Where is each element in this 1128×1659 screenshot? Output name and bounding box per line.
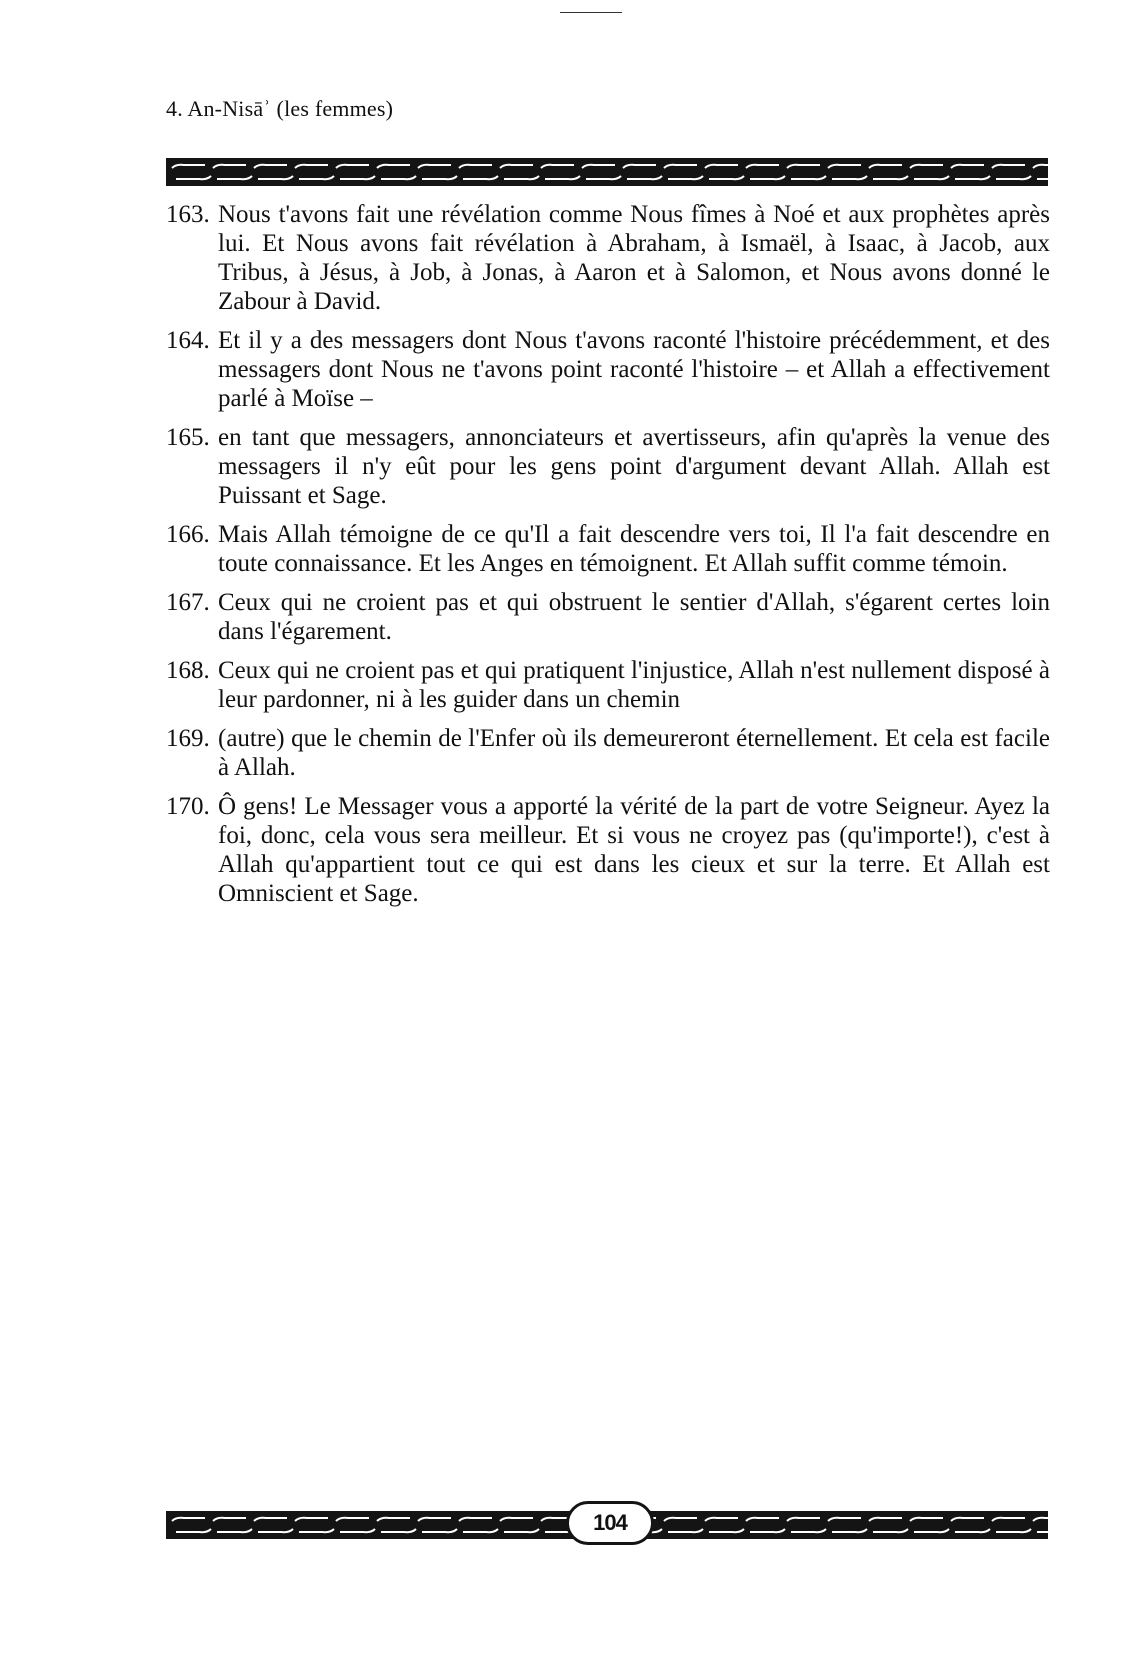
ornament-link: [463, 1529, 498, 1532]
ornament-link: [299, 1529, 334, 1532]
ornament-link: [869, 1518, 902, 1521]
verse-text: Ceux qui ne croient pas et qui obstruent le sentier d'Allah, s'égarent certes loin dans l'égarement.: [218, 589, 1050, 645]
verse-text: Et il y a des messagers dont Nous t'avons raconté l'histoire précédemment, et des messagers dont Nous ne t'avons point raconté l'histoire – et Allah a effectivement parlé à Moïse –: [218, 327, 1050, 412]
ornament-link: [295, 165, 328, 168]
ornament-link: [627, 176, 662, 179]
ornament-link: [258, 1529, 293, 1532]
verse-text: Ceux qui ne croient pas et qui pratiquent l'injustice, Allah n'est nullement disposé à leur pardonner, ni à les guider dans un chemin: [218, 657, 1050, 713]
ornament-link: [951, 1518, 984, 1521]
ornament-link: [336, 1518, 369, 1521]
ornament-link: [1033, 165, 1048, 168]
ornament-link: [873, 1529, 908, 1532]
ornament-link: [996, 176, 1031, 179]
ornament-link: [541, 165, 574, 168]
verse-number: 169.: [166, 725, 210, 752]
ornament-link: [955, 1529, 990, 1532]
ornament-link: [217, 1529, 252, 1532]
ornament-link: [955, 176, 990, 179]
ornament-link: [910, 165, 943, 168]
ornament-link: [709, 1529, 744, 1532]
ornament-link: [746, 165, 779, 168]
ornament-link: [951, 165, 984, 168]
ornament-link: [828, 1518, 861, 1521]
ornament-link: [377, 165, 410, 168]
ornament-link: [299, 176, 334, 179]
ornament-link: [869, 165, 902, 168]
ornament-link: [1033, 1518, 1048, 1521]
ornament-link: [709, 176, 744, 179]
ornament-link: [254, 165, 287, 168]
ornament-link: [914, 1529, 949, 1532]
ornament-link: [664, 165, 697, 168]
verse-number: 164.: [166, 327, 210, 354]
ornament-link: [705, 165, 738, 168]
ornament-link: [336, 165, 369, 168]
ornament-link: [992, 165, 1025, 168]
ornament-link: [381, 1529, 416, 1532]
verse-number: 170.: [166, 793, 210, 820]
verse-list: [166, 200, 1050, 918]
ornament-link: [504, 176, 539, 179]
ornament-link: [377, 1518, 410, 1521]
ornament-link: [213, 1518, 246, 1521]
ornament-link: [992, 1518, 1025, 1521]
ornament-link: [1037, 176, 1048, 179]
ornament-link: [996, 1529, 1031, 1532]
ornament-link: [504, 1529, 539, 1532]
ornament-link: [910, 1518, 943, 1521]
verse-text: (autre) que le chemin de l'Enfer où ils demeureront éternellement. Et cela est facile à Allah.: [218, 725, 1050, 781]
ornament-link: [832, 1529, 867, 1532]
ornament-link: [914, 176, 949, 179]
ornament-link: [418, 1518, 451, 1521]
ornament-link: [418, 165, 451, 168]
ornament-link: [586, 176, 621, 179]
verse-text: Ô gens! Le Messager vous a apporté la vérité de la part de votre Seigneur. Ayez la foi, donc, cela vous sera meilleur. Et si vous ne croyez pas (qu'importe!), c'est à Allah qu'appartient tout ce qui est dans les cieux et sur la terre. Et Allah est Omniscient et Sage.: [218, 793, 1050, 907]
ornament-link: [1037, 1529, 1048, 1532]
ornament-link: [787, 1518, 820, 1521]
ornament-link: [746, 1518, 779, 1521]
ornament-link: [459, 165, 492, 168]
verse: [166, 423, 1050, 510]
verse-number: 163.: [166, 201, 210, 228]
ornament-link: [295, 1518, 328, 1521]
ornament-link: [217, 176, 252, 179]
verse: [166, 326, 1050, 413]
verse-text: en tant que messagers, annonciateurs et avertisseurs, afin qu'après la venue des messagers il n'y eût pour les gens point d'argument devant Allah. Allah est Puissant et Sage.: [218, 424, 1050, 509]
ornament-link: [750, 1529, 785, 1532]
top-rule: [560, 12, 622, 13]
ornament-link: [463, 176, 498, 179]
ornament-link: [545, 176, 580, 179]
ornament-link: [459, 1518, 492, 1521]
ornament-link: [787, 165, 820, 168]
verse-number: 167.: [166, 589, 210, 616]
ornament-link: [422, 176, 457, 179]
verse: [166, 792, 1050, 908]
chapter-title: 4. An-Nisāʾ (les femmes): [166, 96, 394, 121]
ornament-link: [500, 165, 533, 168]
ornament-link: [828, 165, 861, 168]
ornament-link: [750, 176, 785, 179]
ornament-link: [623, 165, 656, 168]
verse-text: Nous t'avons fait une révélation comme Nous fîmes à Noé et aux prophètes après lui. Et Nous avons fait révélation à Abraham, à Ismaël, à Isaac, à Jacob, aux Tribus, à Jésus, à Job, à Jonas, à Aaron et à Salomon, et Nous avons donné le Zabour à David.: [218, 201, 1050, 315]
ornament-link: [832, 176, 867, 179]
ornament-pattern: [166, 158, 1048, 186]
ornament-link: [791, 176, 826, 179]
ornament-link: [172, 165, 205, 168]
ornament-link: [422, 1529, 457, 1532]
top-ornament-band: [166, 158, 1048, 186]
verse-number: 165.: [166, 424, 210, 451]
ornament-link: [791, 1529, 826, 1532]
ornament-link: [664, 1518, 697, 1521]
verse-text: Mais Allah témoigne de ce qu'Il a fait descendre vers toi, Il l'a fait descendre en toute connaissance. Et les Anges en témoignent. Et Allah suffit comme témoin.: [218, 521, 1050, 577]
ornament-link: [176, 1529, 211, 1532]
ornament-link: [500, 1518, 533, 1521]
ornament-link: [340, 1529, 375, 1532]
ornament-link: [668, 176, 703, 179]
verse-number: 166.: [166, 521, 210, 548]
ornament-link: [258, 176, 293, 179]
ornament-link: [705, 1518, 738, 1521]
ornament-link: [254, 1518, 287, 1521]
ornament-link: [668, 1529, 703, 1532]
verse: [166, 520, 1050, 578]
verse: [166, 588, 1050, 646]
ornament-link: [340, 176, 375, 179]
ornament-link: [213, 165, 246, 168]
verse: [166, 656, 1050, 714]
verse-number: 168.: [166, 657, 210, 684]
ornament-link: [172, 1518, 205, 1521]
ornament-link: [381, 176, 416, 179]
verse: [166, 724, 1050, 782]
page-number: 104: [566, 1501, 654, 1545]
ornament-link: [873, 176, 908, 179]
ornament-link: [582, 165, 615, 168]
ornament-link: [176, 176, 211, 179]
verse: [166, 200, 1050, 316]
